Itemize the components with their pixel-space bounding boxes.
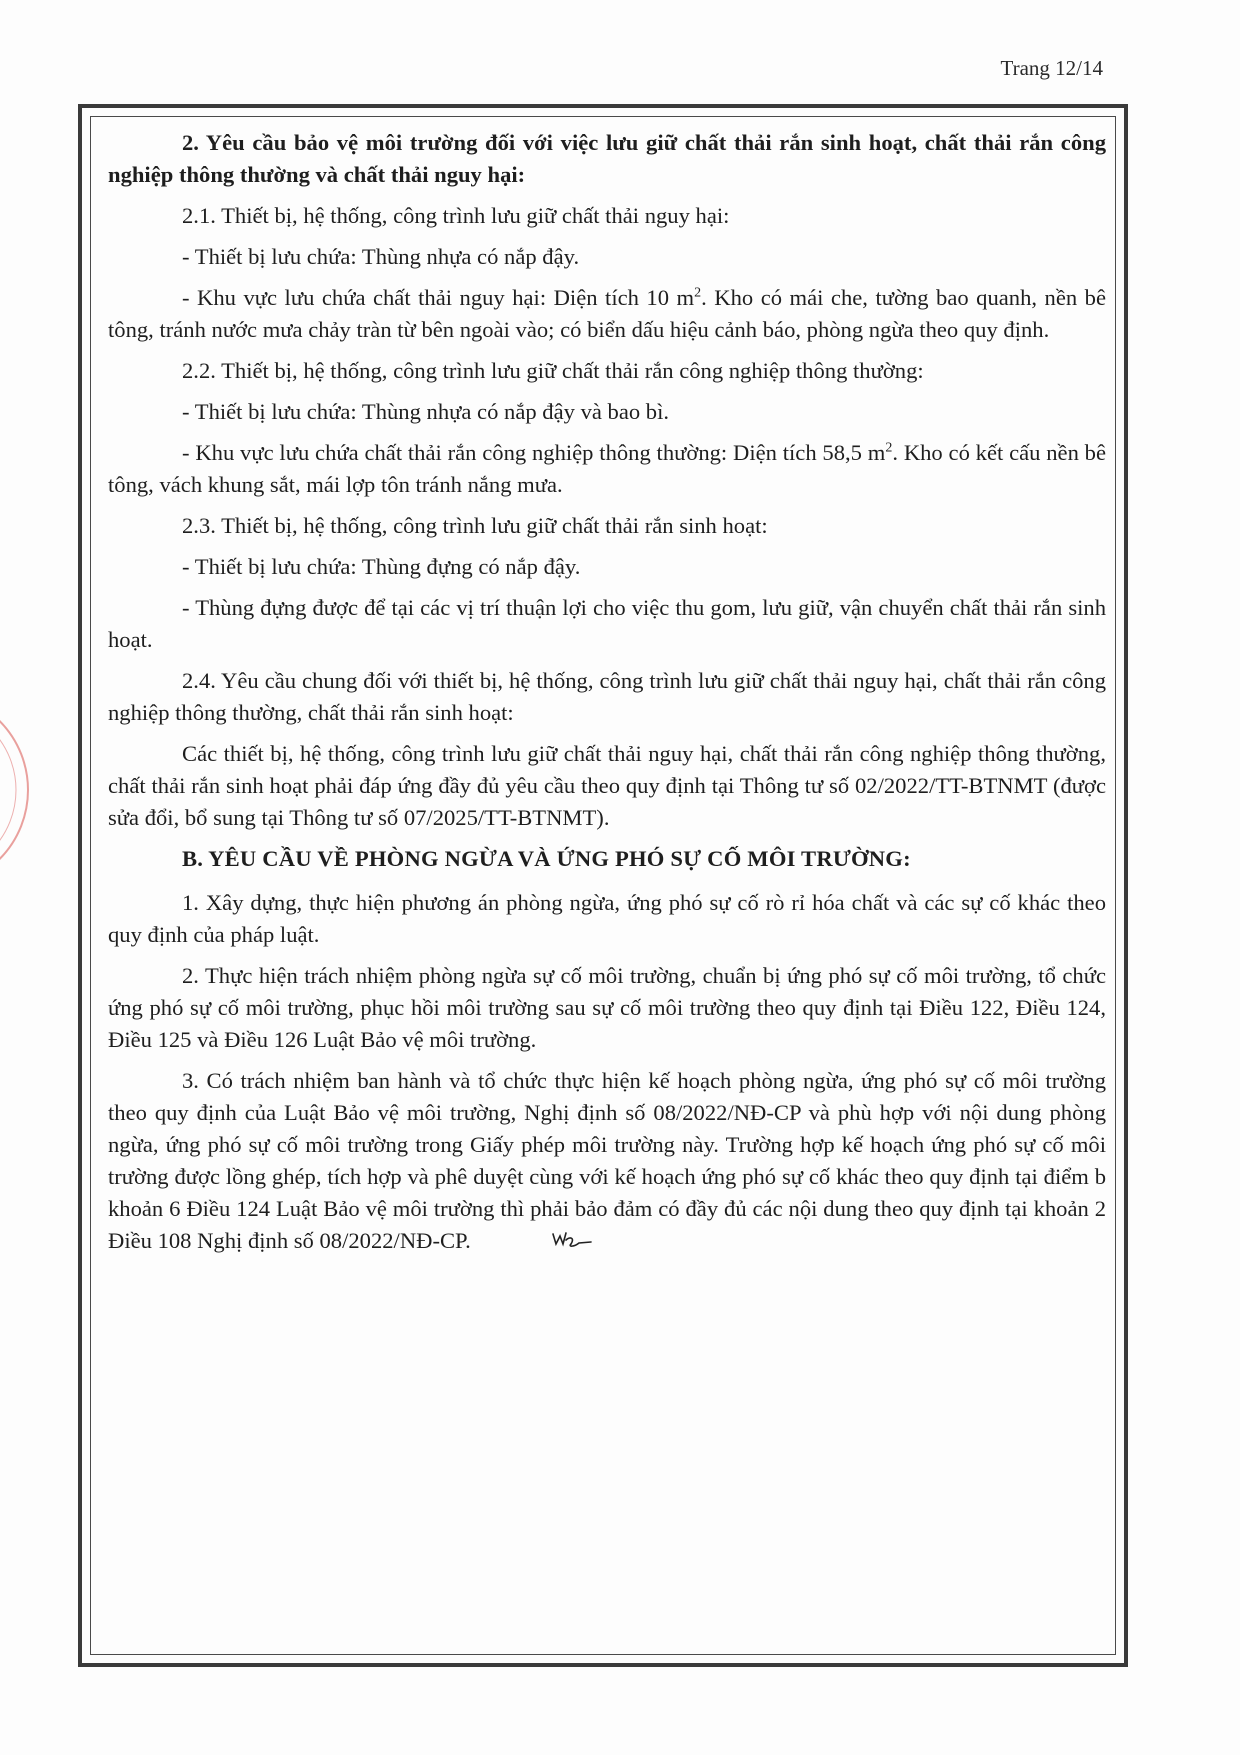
subsection-2-1-title: 2.1. Thiết bị, hệ thống, công trình lưu giữ chất thải nguy hại: (182, 203, 730, 228)
initials-signature (477, 1227, 593, 1259)
subsection-2-1-equipment: - Thiết bị lưu chứa: Thùng nhựa có nắp đậy. (182, 244, 580, 269)
section-b-item-3 (108, 1065, 1106, 1259)
subsection-2-2-equipment: - Thiết bị lưu chứa: Thùng nhựa có nắp đậy và bao bì. (182, 399, 670, 424)
subsection-2-3-title: 2.3. Thiết bị, hệ thống, công trình lưu giữ chất thải rắn sinh hoạt: (182, 513, 768, 538)
subsection-2-3-placement: - Thùng đựng được để tại các vị trí thuận lợi cho việc thu gom, lưu giữ, vận chuyển chất thải rắn sinh hoạt. (108, 595, 1106, 652)
item-3-text: 3. Có trách nhiệm ban hành và tổ chức thực hiện kế hoạch phòng ngừa, ứng phó sự cố môi trường theo quy định của Luật Bảo vệ môi trường, Nghị định số 08/2022/NĐ-CP và phù hợp với nội dung phòng ngừa, ứng phó sự cố môi trường trong Giấy phép môi trường này. Trường hợp kế hoạch ứng phó sự cố môi trường được lồng ghép, tích hợp và phê duyệt cùng với kế hoạch ứng phó sự cố khác theo quy định tại điểm b khoản 6 Điều 124 Luật Bảo vệ môi trường thì phải bảo đảm có đầy đủ các nội dung theo quy định tại khoản 2 Điều 108 Nghị định số 08/2022/NĐ-CP. (108, 1068, 1106, 1253)
subsection-2-3-equipment: - Thiết bị lưu chứa: Thùng đựng có nắp đậy. (182, 554, 581, 579)
subsection-2-4-title: 2.4. Yêu cầu chung đối với thiết bị, hệ thống, công trình lưu giữ chất thải nguy hại, chất thải rắn công nghiệp thông thường, chất thải rắn sinh hoạt: (108, 668, 1106, 725)
area-text: . Kho có mái che, tường bao quanh, nền bê tông, tránh nước mưa chảy tràn từ bên ngoài vào; có biển dấu hiệu cảnh báo, phòng ngừa theo quy định. (108, 285, 1106, 342)
section-2-title: 2. Yêu cầu bảo vệ môi trường đối với việc lưu giữ chất thải rắn sinh hoạt, chất thải rắn công nghiệp thông thường và chất thải nguy hại: (108, 130, 1106, 187)
area-text: . Kho có kết cấu nền bê tông, vách khung sắt, mái lợp tôn tránh nắng mưa. (108, 440, 1107, 497)
page-number: Trang 12/14 (1000, 56, 1103, 80)
section-b-item-2: 2. Thực hiện trách nhiệm phòng ngừa sự cố môi trường, chuẩn bị ứng phó sự cố môi trường, tổ chức ứng phó sự cố môi trường, phục hồi môi trường sau sự cố môi trường theo quy định tại Điều 122, Điều 124, Điều 125 và Điều 126 Luật Bảo vệ môi trường. (108, 963, 1106, 1052)
area-text: - Khu vực lưu chứa chất thải nguy hại: Diện tích 10 m (182, 285, 695, 310)
subsection-2-2-title: 2.2. Thiết bị, hệ thống, công trình lưu giữ chất thải rắn công nghiệp thông thường: (182, 358, 924, 383)
subsection-2-2-area (108, 437, 1106, 501)
section-b-item-1: 1. Xây dựng, thực hiện phương án phòng ngừa, ứng phó sự cố rò rỉ hóa chất và các sự cố khác theo quy định của pháp luật. (108, 890, 1106, 947)
superscript: 2 (885, 440, 893, 456)
section-b-heading: B. YÊU CẦU VỀ PHÒNG NGỪA VÀ ỨNG PHÓ SỰ CỐ MÔI TRƯỜNG: (182, 846, 911, 871)
subsection-2-4-body: Các thiết bị, hệ thống, công trình lưu giữ chất thải nguy hại, chất thải rắn công nghiệp thông thường, chất thải rắn sinh hoạt phải đáp ứng đầy đủ yêu cầu theo quy định tại Thông tư số 02/2022/TT-BTNMT (được sửa đổi, bổ sung tại Thông tư số 07/2025/TT-BTNMT). (108, 741, 1106, 830)
stamp-fragment (0, 690, 36, 890)
document-body (108, 127, 1106, 1268)
area-text: - Khu vực lưu chứa chất thải rắn công nghiệp thông thường: Diện tích 58,5 m (182, 440, 886, 465)
subsection-2-1-area (108, 282, 1106, 346)
superscript: 2 (694, 285, 702, 301)
